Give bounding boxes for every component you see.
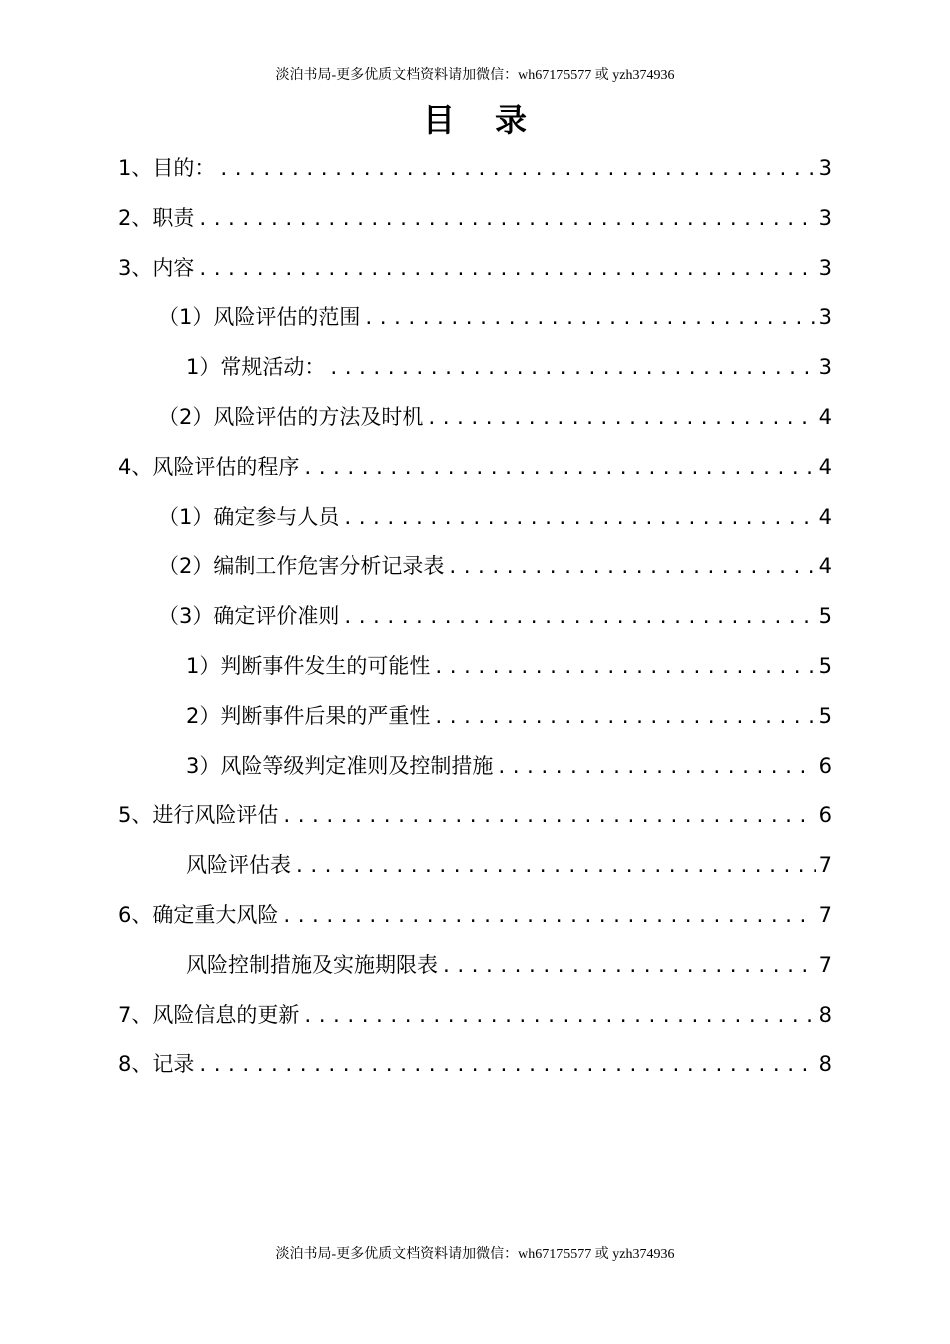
toc-entry[interactable] (118, 299, 832, 349)
toc-entry[interactable] (118, 997, 832, 1047)
toc-entry-label: 5、进行风险评估 (118, 803, 279, 828)
toc-entry[interactable] (118, 598, 832, 648)
toc-entry-label: 1）判断事件发生的可能性 (186, 653, 431, 678)
toc-entry[interactable] (118, 349, 832, 399)
toc-entry[interactable] (118, 648, 832, 698)
toc-dot-leader (447, 550, 815, 586)
toc-dot-leader (363, 301, 815, 337)
toc-page-number: 6 (818, 803, 832, 828)
toc-page-number: 5 (818, 604, 832, 629)
toc-entry-label: （1）确定参与人员 (158, 504, 340, 529)
toc-entry-label: 3、内容 (118, 255, 195, 280)
toc-entry-label: 2）判断事件后果的严重性 (186, 703, 431, 728)
table-of-contents (118, 150, 832, 1096)
toc-dot-leader (342, 600, 815, 636)
toc-page-number: 3 (818, 305, 832, 330)
toc-page-number: 3 (818, 156, 832, 180)
toc-entry[interactable] (118, 897, 832, 947)
toc-page-number: 3 (818, 205, 832, 230)
toc-page-number: 5 (818, 653, 832, 678)
toc-page-number: 4 (818, 454, 832, 479)
toc-entry-label: 8、记录 (118, 1052, 195, 1077)
toc-dot-leader (342, 501, 815, 537)
toc-entry[interactable] (118, 200, 832, 250)
toc-entry[interactable] (118, 797, 832, 847)
toc-page-number: 3 (818, 255, 832, 280)
toc-page-number: 7 (818, 902, 832, 927)
toc-page-number: 4 (818, 404, 832, 429)
page-title: 目录 (422, 101, 567, 139)
toc-entry-label: 6、确定重大风险 (118, 902, 279, 927)
toc-dot-leader (197, 252, 815, 288)
toc-entry-label: 1）常规活动： (186, 355, 326, 380)
toc-page-number: 4 (818, 554, 832, 579)
toc-entry[interactable] (118, 399, 832, 449)
toc-dot-leader (281, 899, 815, 935)
toc-dot-leader (426, 401, 815, 437)
toc-entry[interactable] (118, 947, 832, 997)
toc-dot-leader (433, 700, 815, 736)
toc-dot-leader (302, 999, 815, 1035)
toc-entry[interactable] (118, 150, 832, 200)
toc-entry-label: 4、风险评估的程序 (118, 454, 300, 479)
toc-entry-label: （3）确定评价准则 (158, 604, 340, 629)
toc-entry-label: 风险控制措施及实施期限表 (186, 952, 438, 977)
toc-dot-leader (218, 152, 815, 188)
toc-page-number: 4 (818, 504, 832, 529)
toc-entry[interactable] (118, 1046, 832, 1096)
toc-entry[interactable] (118, 698, 832, 748)
toc-dot-leader (302, 451, 815, 487)
toc-page-number: 6 (818, 753, 832, 778)
toc-dot-leader (197, 1048, 815, 1084)
toc-entry-label: 2、职责 (118, 205, 195, 230)
toc-entry[interactable] (118, 847, 832, 897)
toc-entry-label: 风险评估表 (186, 853, 291, 878)
toc-entry-label: 1、目的： (118, 156, 216, 180)
toc-dot-leader (294, 849, 816, 885)
toc-entry-label: 7、风险信息的更新 (118, 1002, 300, 1027)
toc-entry[interactable] (118, 499, 832, 549)
toc-entry-label: 3）风险等级判定准则及控制措施 (186, 753, 494, 778)
toc-entry[interactable] (118, 250, 832, 300)
toc-entry[interactable] (118, 449, 832, 499)
toc-page-number: 3 (818, 355, 832, 380)
toc-dot-leader (441, 949, 816, 985)
toc-page-number: 7 (818, 853, 832, 878)
toc-entry[interactable] (118, 548, 832, 598)
page-footer: 淡泊书局-更多优质文档资料请加微信：wh67175577 或 yzh374936 (275, 1247, 675, 1262)
toc-entry-label: （2）风险评估的方法及时机 (158, 404, 424, 429)
page-header: 淡泊书局-更多优质文档资料请加微信：wh67175577 或 yzh374936 (275, 68, 675, 83)
toc-dot-leader (496, 750, 815, 786)
toc-page-number: 5 (818, 703, 832, 728)
toc-entry[interactable] (118, 748, 832, 798)
toc-page-number: 7 (818, 952, 832, 977)
toc-dot-leader (197, 202, 815, 238)
toc-dot-leader (328, 351, 815, 387)
toc-dot-leader (281, 799, 815, 835)
toc-dot-leader (433, 650, 815, 686)
toc-entry-label: （2）编制工作危害分析记录表 (158, 554, 445, 579)
toc-page-number: 8 (818, 1002, 832, 1027)
toc-entry-label: （1）风险评估的范围 (158, 305, 361, 330)
toc-page-number: 8 (818, 1052, 832, 1077)
